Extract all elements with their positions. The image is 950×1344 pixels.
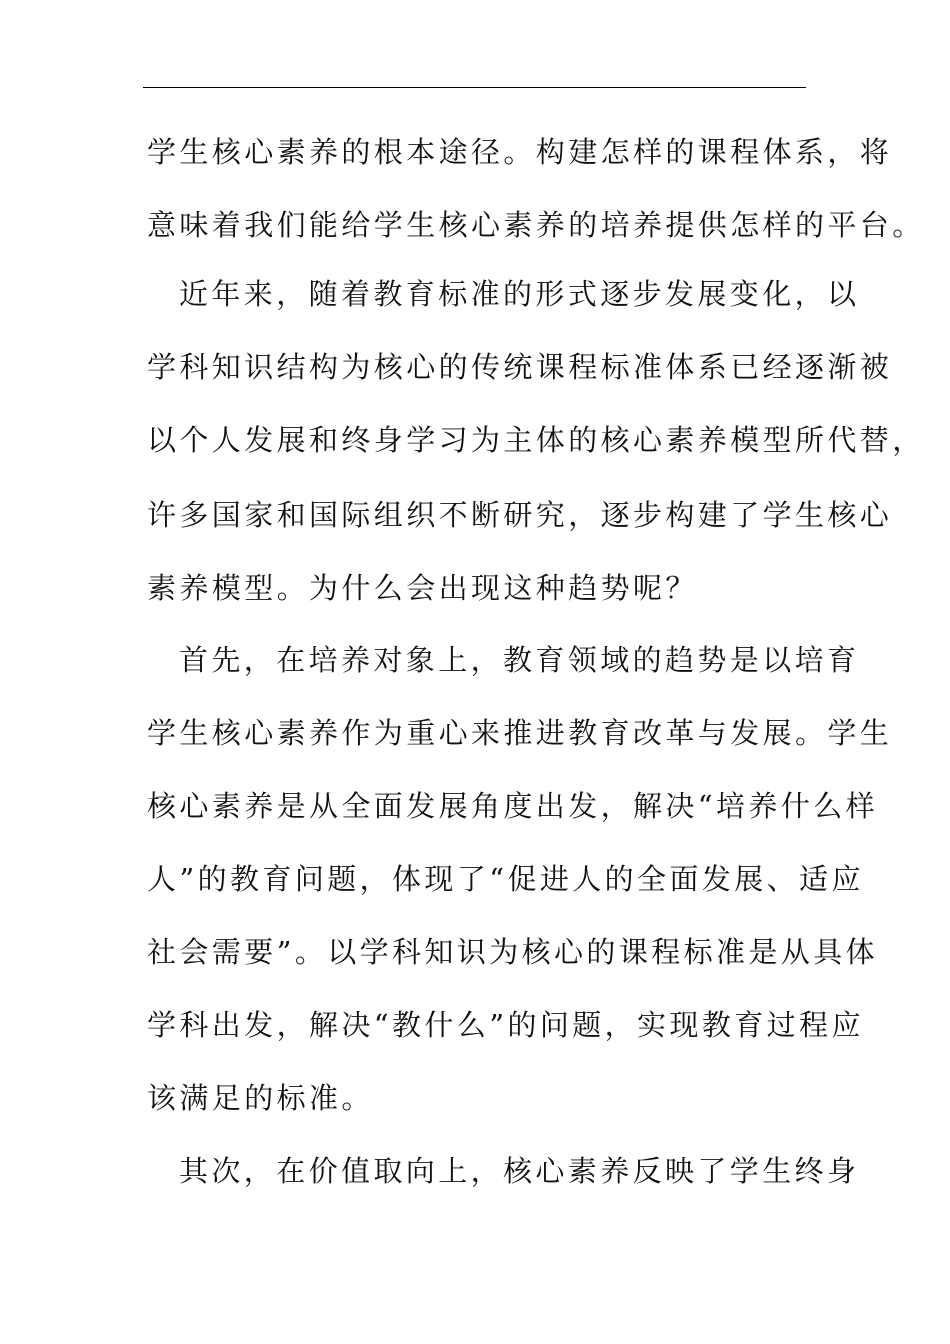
paragraph-line: 许多国家和国际组织不断研究，逐步构建了学生核心 (147, 498, 893, 532)
header-rule (143, 87, 806, 88)
paragraph-line: 素养模型。为什么会出现这种趋势呢？ (147, 571, 698, 605)
paragraph-line: 社会需要”。以学科知识为核心的课程标准是从具体 (147, 935, 879, 969)
paragraph-line: 该满足的标准。 (147, 1081, 374, 1115)
paragraph-line: 学科出发，解决“教什么”的问题，实现教育过程应 (147, 1008, 864, 1042)
paragraph-line: 人”的教育问题，体现了“促进人的全面发展、适应 (147, 862, 864, 896)
paragraph-line: 学科知识结构为核心的传统课程标准体系已经逐渐被 (147, 350, 893, 384)
paragraph-line-first: 其次，在价值取向上，核心素养反映了学生终身 (179, 1154, 860, 1188)
paragraph-line: 意味着我们能给学生核心素养的培养提供怎样的平台。 (147, 208, 925, 242)
paragraph-line-first: 首先，在培养对象上，教育领域的趋势是以培育 (179, 643, 860, 677)
paragraph-line: 学生核心素养的根本途径。构建怎样的课程体系，将 (147, 135, 893, 169)
paragraph-line-first: 近年来，随着教育标准的形式逐步发展变化，以 (179, 277, 860, 311)
paragraph-line: 核心素养是从全面发展角度出发，解决“培养什么样 (147, 789, 879, 823)
paragraph-line: 以个人发展和终身学习为主体的核心素养模型所代替， (147, 423, 925, 457)
paragraph-line: 学生核心素养作为重心来推进教育改革与发展。学生 (147, 716, 893, 750)
